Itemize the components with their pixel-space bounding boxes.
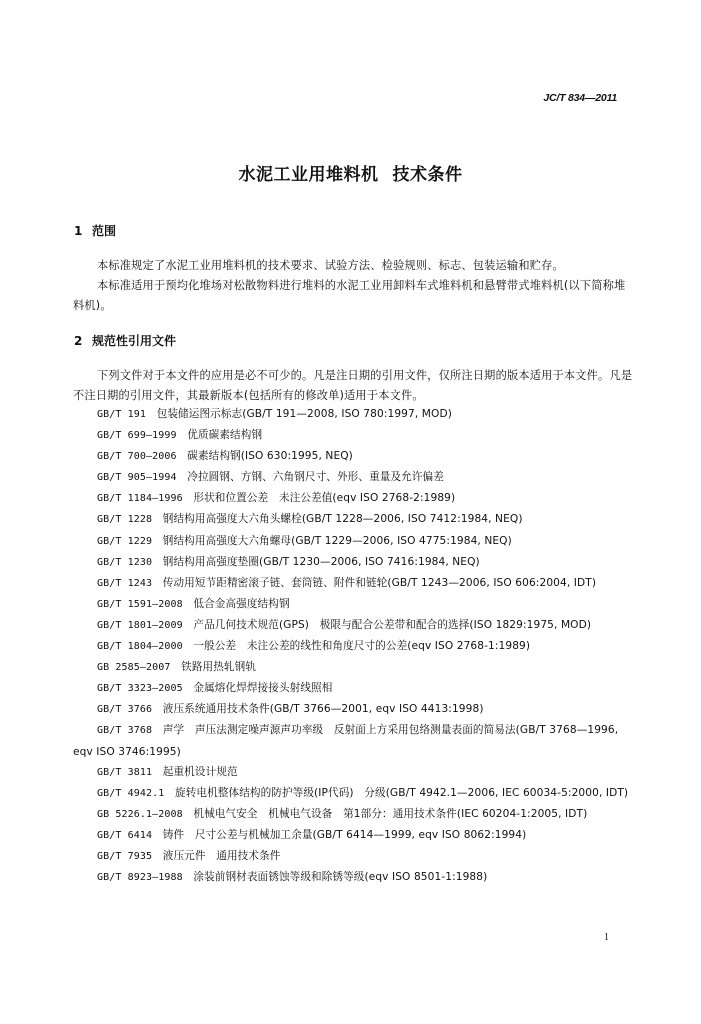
reference-item xyxy=(73,615,633,636)
reference-item xyxy=(73,804,633,825)
reference-item xyxy=(73,783,633,804)
reference-text: 冷拉圆钢、方钢、六角钢尺寸、外形、重量及允许偏差 xyxy=(187,471,444,484)
reference-text: 机械电气安全 机械电气设备 第1部分：通用技术条件(IEC 60204-1:2005, IDT) xyxy=(193,807,588,820)
reference-code: GB/T 905—1994 xyxy=(97,472,177,484)
reference-item xyxy=(73,488,633,509)
reference-item xyxy=(73,867,633,888)
reference-code: GB/T 7935 xyxy=(97,850,153,862)
section-number: 2 xyxy=(74,334,83,348)
reference-code: GB/T 1184—1996 xyxy=(97,493,183,505)
reference-text: 铁路用热轧钢轨 xyxy=(181,661,257,674)
reference-code: GB/T 1243 xyxy=(97,577,153,589)
reference-item xyxy=(73,404,633,425)
page-number: 1 xyxy=(604,932,609,943)
reference-item xyxy=(73,720,633,761)
reference-text: 液压系统通用技术条件(GB/T 3766—2001, eqv ISO 4413:1998) xyxy=(162,703,484,716)
title-main: 水泥工业用堆料机 xyxy=(238,165,379,185)
reference-code: GB/T 191 xyxy=(97,409,146,420)
reference-text: 起重机设计规范 xyxy=(162,765,238,778)
reference-code: GB/T 6414 xyxy=(97,829,153,841)
reference-item xyxy=(73,825,633,846)
reference-text: 金属熔化焊焊接接头射线照相 xyxy=(193,682,333,695)
reference-text: 钢结构用高强度大六角头螺栓(GB/T 1228—2006, ISO 7412:1984, NEQ) xyxy=(162,513,523,526)
reference-code: GB/T 1229 xyxy=(97,535,153,547)
reference-item xyxy=(73,531,633,552)
section-title: 规范性引用文件 xyxy=(92,334,177,348)
reference-item xyxy=(73,846,633,867)
reference-text: 钢结构用高强度大六角螺母(GB/T 1229—2006, ISO 4775:1984, NEQ) xyxy=(162,534,512,547)
section-1-heading xyxy=(74,222,116,239)
reference-code: GB/T 700—2006 xyxy=(97,451,177,463)
reference-text: 低合金高强度结构钢 xyxy=(193,597,290,610)
reference-code: GB/T 699—1999 xyxy=(97,430,177,442)
reference-code: GB 2585—2007 xyxy=(97,662,171,674)
reference-code: GB/T 8923—1988 xyxy=(97,872,183,884)
reference-text: 液压元件 通用技术条件 xyxy=(162,849,281,862)
reference-text: 旋转电机整体结构的防护等级(IP代码) 分级(GB/T 4942.1—2006, IEC 60034-5:2000, IDT) xyxy=(175,786,629,799)
references-intro: 下列文件对于本文件的应用是必不可少的。凡是注日期的引用文件，仅所注日期的版本适用于本文件。凡是不注日期的引用文件，其最新版本(包括所有的修改单)适用于本文件。 xyxy=(73,369,633,402)
reference-text: 一般公差 未注公差的线性和角度尺寸的公差(eqv ISO 2768-1:1989) xyxy=(193,640,531,653)
reference-code: GB/T 1801—2009 xyxy=(97,619,183,631)
reference-item xyxy=(73,678,633,699)
reference-code: GB/T 3323—2005 xyxy=(97,683,183,695)
reference-text: 声学 声压法测定噪声源声功率级 反射面上方采用包络测量表面的简易法(GB/T 3768—1996, eqv ISO 3746:1995) xyxy=(73,724,619,758)
reference-text: 产品几何技术规范(GPS) 极限与配合公差带和配合的选择(ISO 1829:1975, MOD) xyxy=(193,618,592,631)
reference-item xyxy=(73,657,633,678)
reference-item xyxy=(73,425,633,446)
reference-item xyxy=(73,699,633,720)
reference-code: GB/T 1230 xyxy=(97,556,153,568)
reference-item xyxy=(73,762,633,783)
reference-item xyxy=(73,467,633,488)
reference-text: 铸件 尺寸公差与机械加工余量(GB/T 6414—1999, eqv ISO 8062:1994) xyxy=(162,828,527,841)
reference-item xyxy=(73,594,633,615)
reference-text: 钢结构用高强度垫圈(GB/T 1230—2006, ISO 7416:1984, NEQ) xyxy=(162,555,480,568)
reference-code: GB/T 3768 xyxy=(97,725,153,737)
reference-text: 传动用短节距精密滚子链、套筒链、附件和链轮(GB/T 1243—2006, ISO 606:2004, IDT) xyxy=(162,576,597,589)
reference-item xyxy=(73,636,633,657)
reference-code: GB 5226.1—2008 xyxy=(97,808,183,820)
reference-item xyxy=(73,552,633,573)
reference-code: GB/T 3811 xyxy=(97,766,153,778)
reference-item xyxy=(73,509,633,530)
reference-code: GB/T 1804—2000 xyxy=(97,641,183,653)
reference-text: 碳素结构钢(ISO 630:1995, NEQ) xyxy=(187,450,353,463)
section-2-heading xyxy=(74,332,176,349)
reference-code: GB/T 3766 xyxy=(97,704,153,716)
scope-paragraph-1: 本标准规定了水泥工业用堆料机的技术要求、试验方法、检验规则、标志、包装运输和贮存。 xyxy=(97,259,564,272)
reference-text: 涂装前钢材表面锈蚀等级和除锈等级(eqv ISO 8501-1:1988) xyxy=(193,871,488,884)
section-number: 1 xyxy=(74,224,83,238)
reference-code: GB/T 1591—2008 xyxy=(97,598,183,610)
reference-item xyxy=(73,573,633,594)
reference-item xyxy=(73,446,633,467)
scope-paragraph-2: 本标准适用于预均化堆场对松散物料进行堆料的水泥工业用卸料车式堆料机和悬臂带式堆料机(以下简称堆料机)。 xyxy=(73,279,626,312)
reference-text: 优质碳素结构钢 xyxy=(187,429,263,442)
section-title: 范围 xyxy=(92,224,117,238)
document-title xyxy=(0,160,701,185)
title-sub: 技术条件 xyxy=(392,165,463,185)
standard-code: JC/T 834—2011 xyxy=(543,92,617,104)
reference-list xyxy=(73,404,633,888)
reference-code: GB/T 1228 xyxy=(97,514,153,526)
reference-text: 包装储运图示标志(GB/T 191—2008, ISO 780:1997, MOD) xyxy=(156,408,452,420)
reference-code: GB/T 4942.1 xyxy=(97,787,165,799)
reference-text: 形状和位置公差 未注公差值(eqv ISO 2768-2:1989) xyxy=(193,492,456,505)
